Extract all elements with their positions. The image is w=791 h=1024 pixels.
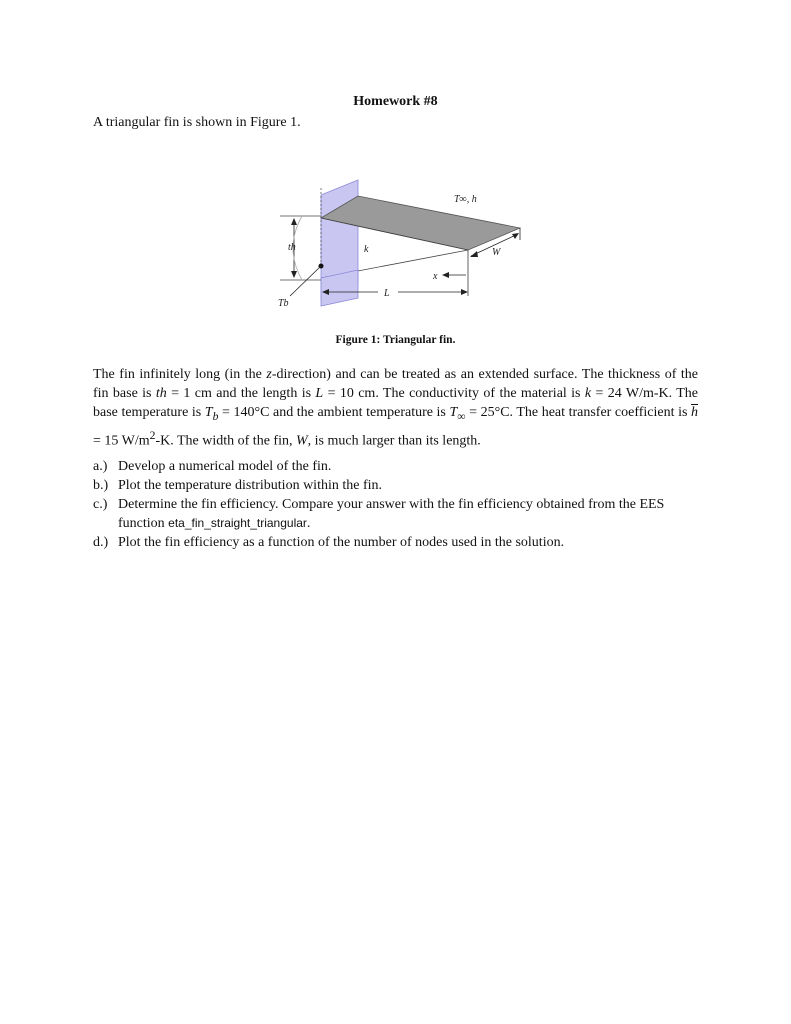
label-tb: Tb (278, 298, 289, 309)
task-list (93, 457, 698, 552)
label-tinf-h: T∞, h (454, 194, 477, 205)
l-arrow-right (461, 289, 468, 295)
fin-figure (268, 178, 528, 318)
w-arrow-left (470, 251, 478, 257)
label-l: L (384, 288, 390, 299)
th-arrow-down (291, 271, 297, 278)
list-item: c.) Determine the fin efficiency. Compare your answer with the fin efficiency obtained from the EES function eta_fin_straight_triangular. (93, 497, 665, 531)
x-arrowhead (442, 272, 449, 278)
intro-text: A triangular fin is shown in Figure 1. (93, 115, 301, 130)
label-k: k (364, 244, 369, 255)
ees-function-name: eta_fin_straight_triangular (168, 516, 307, 530)
label-x: x (433, 271, 438, 282)
page-title: Homework #8 (353, 94, 438, 109)
list-item: d.) Plot the fin efficiency as a function of the number of nodes used in the solution. (93, 535, 565, 550)
th-arrow-up (291, 218, 297, 225)
list-item: b.) Plot the temperature distribution within the fin. (93, 478, 383, 493)
label-th: th (288, 242, 296, 253)
problem-statement: The fin infinitely long (in the z-direction) and can be treated as an extended surface. The thickness of the fin base is th = 1 cm and the length is L = 10 cm. The conductivity of the material is k = 24 W/m-K. The base temperature is $T_b = 140^\circ C$ and the ambient temperature is $T_\infty = 25^\circ C$. The heat transfer coefficient is $\overline{h} = 15$ $W/m^2-K$. The width of the fin, W, is much larger than its length. (93, 367, 699, 449)
list-item: a.) Develop a numerical model of the fin. (93, 459, 332, 474)
figure-caption: Figure 1: Triangular fin. (335, 334, 456, 346)
label-w: W (492, 247, 501, 258)
tb-leader (290, 266, 321, 296)
